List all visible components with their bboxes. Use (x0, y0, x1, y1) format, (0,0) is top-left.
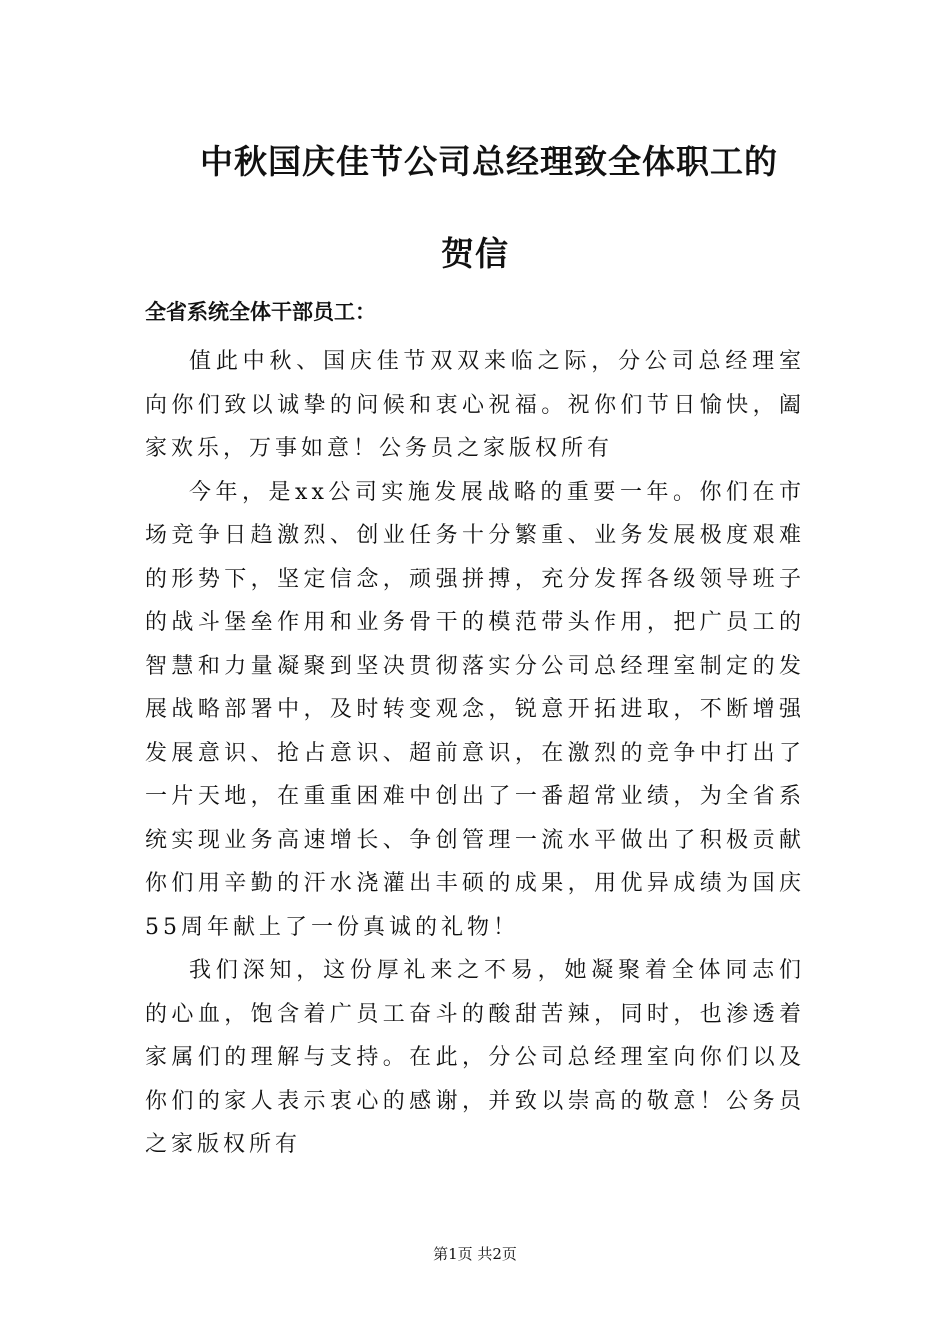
document-title-line-1: 中秋国庆佳节公司总经理致全体职工的 (200, 142, 778, 181)
paragraph-1: 值此中秋、国庆佳节双双来临之际，分公司总经理室向你们致以诚挚的问候和衷心祝福。祝你们节日愉快，阖家欢乐，万事如意！公务员之家版权所有 (145, 349, 805, 461)
salutation: 全省系统全体干部员工： (145, 300, 376, 324)
page-footer: 第1页 共2页 (433, 1245, 517, 1263)
paragraph-2: 今年，是xx公司实施发展战略的重要一年。你们在市场竞争日趋激烈、创业任务十分繁重、业务发展极度艰难的形势下，坚定信念，顽强拼搏，充分发挥各级领导班子的战斗堡垒作用和业务骨干的模范带头作用，把广员工的智慧和力量凝聚到坚决贯彻落实分公司总经理室制定的发展战略部署中，及时转变观念，锐意开拓进取，不断增强发展意识、抢占意识、超前意识，在激烈的竞争中打出了一片天地，在重重困难中创出了一番超常业绩，为全省系统实现业务高速增长、争创管理一流水平做出了积极贡献你们用辛勤的汗水浇灌出丰硕的成果，用优异成绩为国庆55周年献上了一份真诚的礼物！ (145, 479, 805, 940)
letter-body (145, 340, 805, 1167)
document-title-line-2: 贺信 (441, 234, 509, 273)
paragraph-3: 我们深知，这份厚礼来之不易，她凝聚着全体同志们的心血，饱含着广员工奋斗的酸甜苦辣，同时，也渗透着家属们的理解与支持。在此，分公司总经理室向你们以及你们的家人表示衷心的感谢，并致以崇高的敬意！公务员之家版权所有 (145, 958, 805, 1157)
